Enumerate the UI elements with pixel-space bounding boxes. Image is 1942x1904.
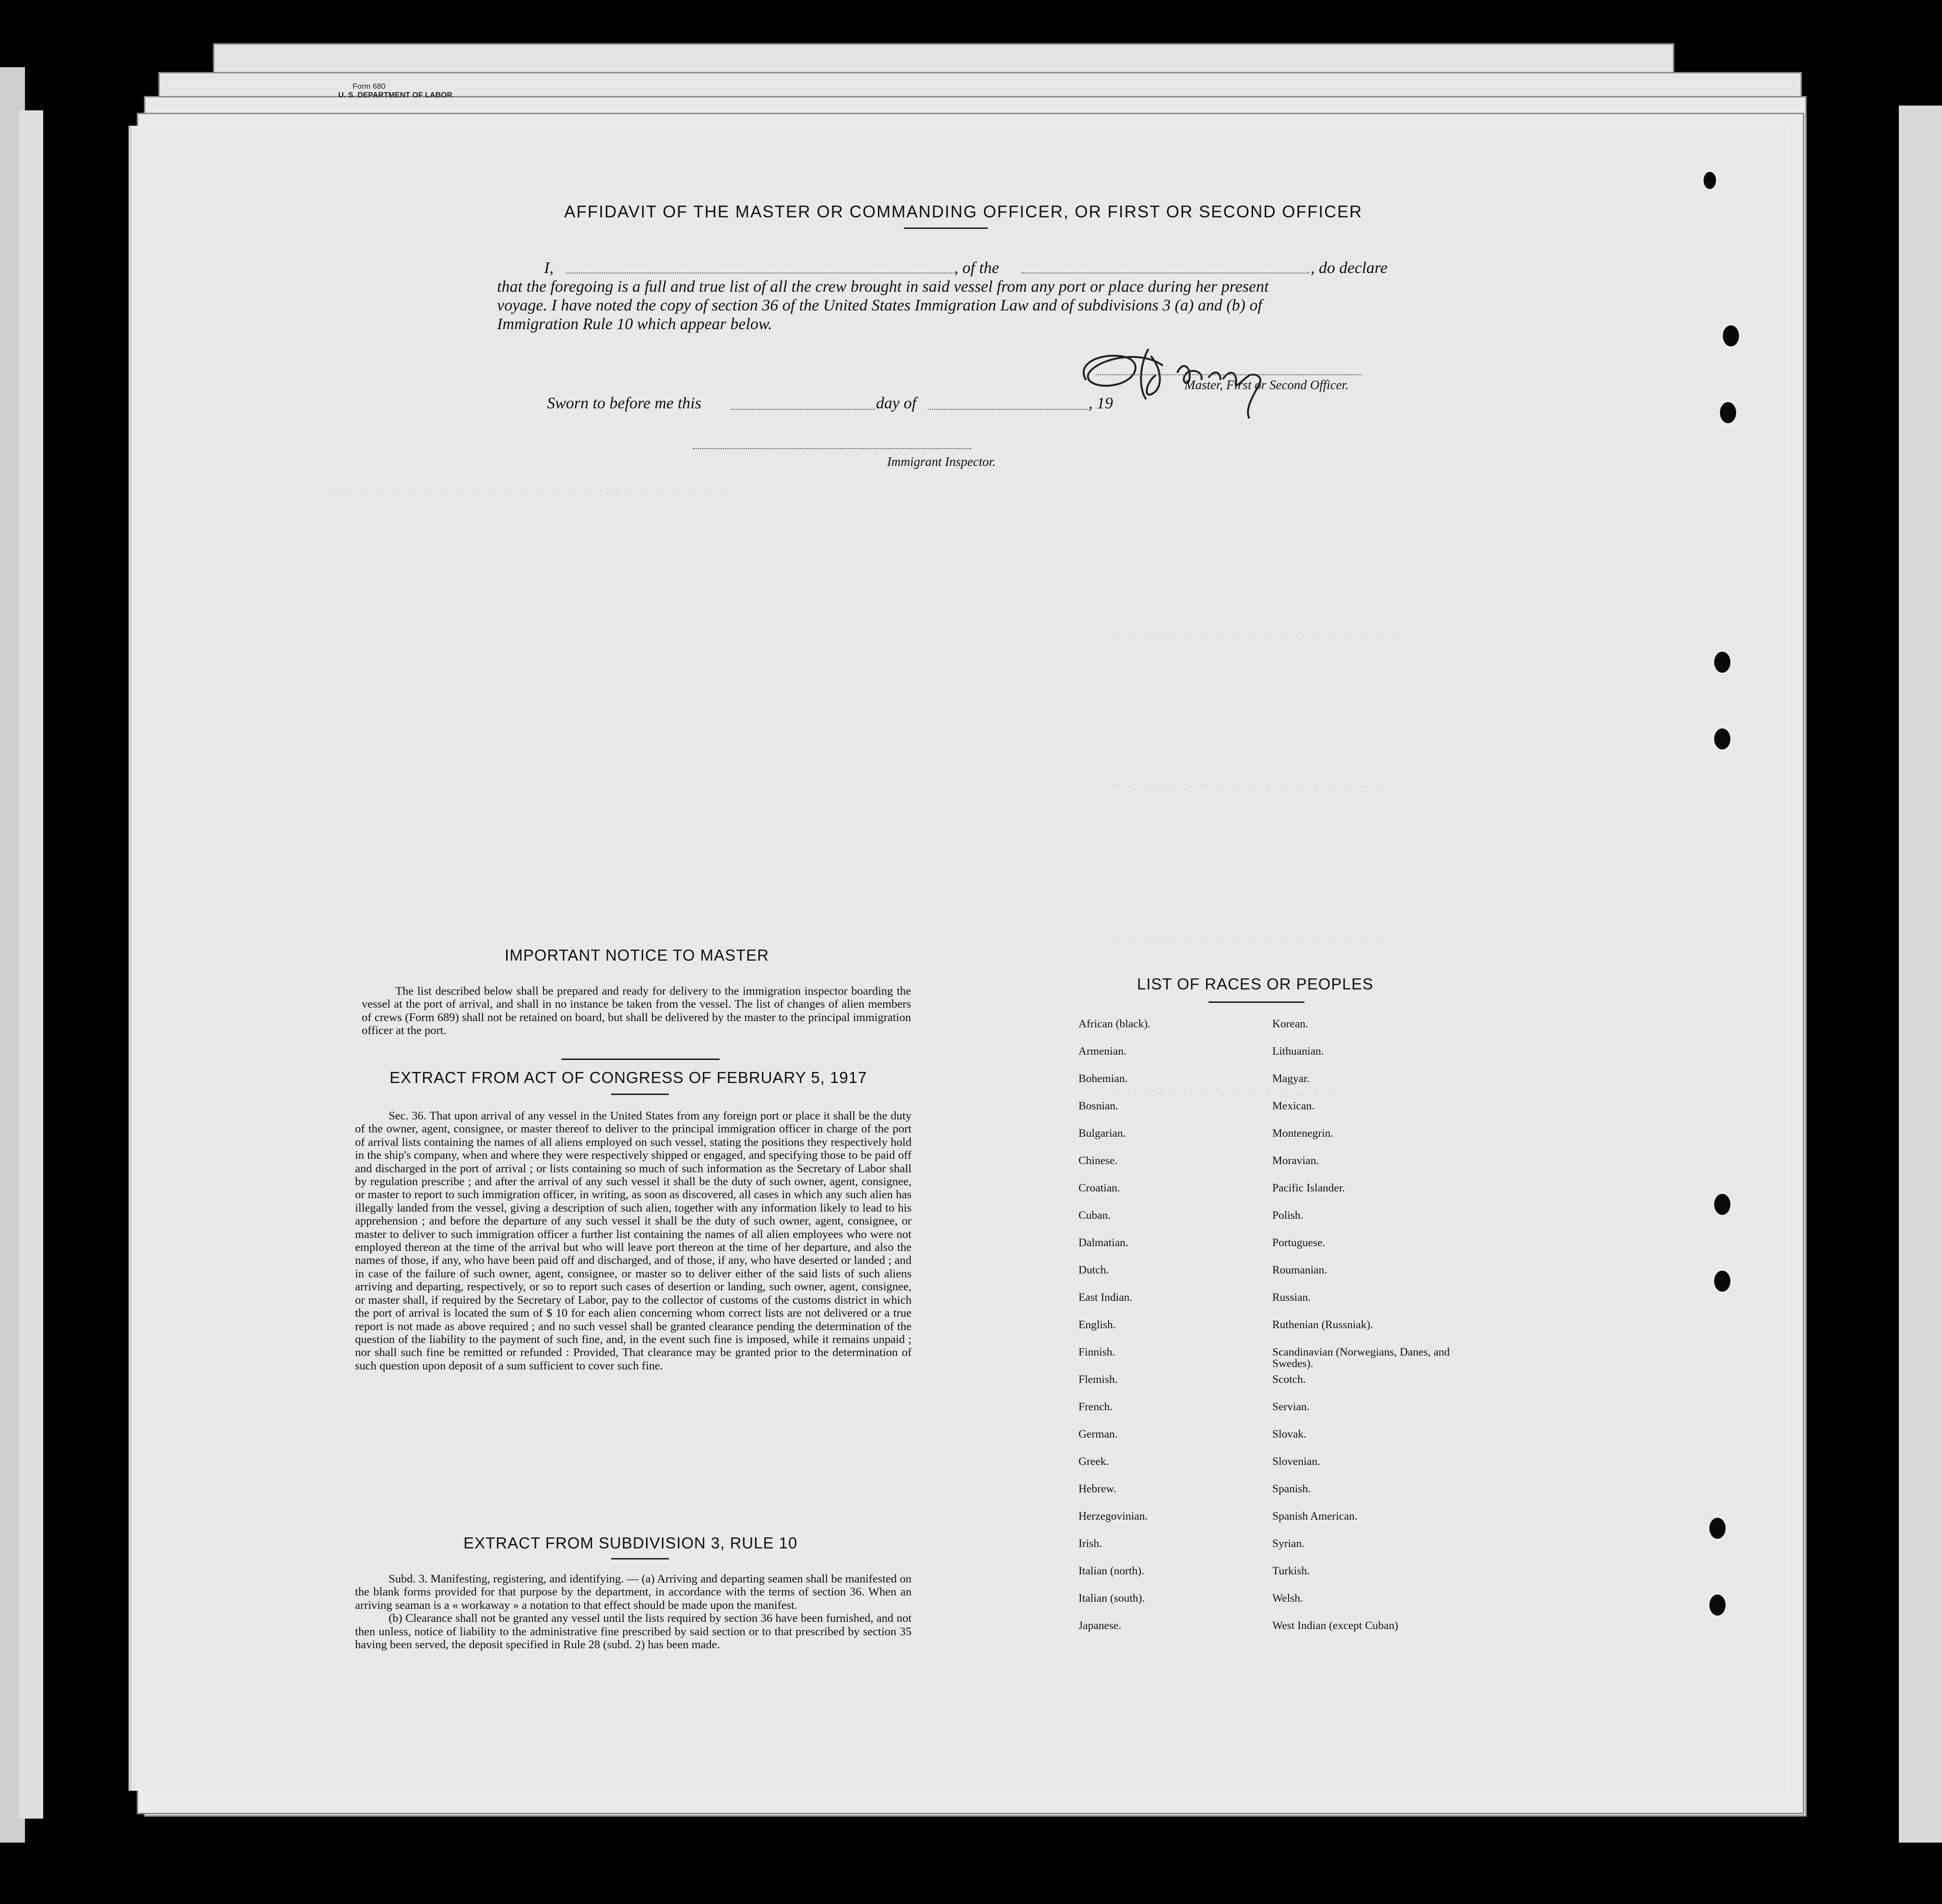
section-36-paragraph: Sec. 36. That upon arrival of any vessel in the United States from any foreign port or place it shall be the duty of the owner, agent, consignee, or master thereof to deliver to the principal immigration officer in charge of the port of arrival lists containing the names of all aliens employed on such vessel, stating the positions they respectively hold in the ship's company, when and where they were respectively shipped or engaged, and specifying those to be paid off and discharged in the port of arrival ; or lists containing so much of such information as the Secretary of Labor shall by regulation prescribe ; and after the arrival of any such vessel it shall be the duty of such owner, agent, consignee, or master to report to such immigration officer, in writing, as soon as discovered, all cases in which any such alien has illegally landed from the vessel, giving a description of such alien, together with any information likely to lead to his apprehension ; and before the departure of any such vessel it shall be the duty of such owner, agent, consignee, or master to deliver to such immigration officer a further list containing the names of all alien employees who were not employed thereon at the time of the arrival but who will leave port thereon at the time of her departure, and also the names of those, if any, who have been paid off and discharged, and of those, if any, who have deserted or landed ; and in case of the failure of such owner, agent, consignee, or master so to deliver either of the said lists of such aliens arriving and departing, respectively, or so to report such cases of desertion or landing, such owner, agent, consignee, or master shall, if required by the Secretary of Labor, pay to the collector of customs of the customs district in which the port of arrival is located the sum of $ 10 for each alien concerning whom correct lists are not delivered or a true report is not made as above required ; and no such vessel shall be granted clearance pending the determination of the question of the liability to the payment of such fine, and, in the event such fine is imposed, while it remains unpaid ; nor shall such fine be remitted or refunded : Provided, That clearance may be granted prior to the determination of such question upon deposit of a sum sufficient to cover such fine. (355, 1109, 912, 1372)
left-page-edge-inner (19, 110, 43, 1819)
race-item: Hebrew. (1078, 1483, 1116, 1495)
race-item: Italian (north). (1078, 1565, 1145, 1577)
officer-label: Master, First or Second Officer. (1184, 378, 1349, 392)
race-item: Korean. (1272, 1018, 1309, 1030)
extract-act-rule (611, 1094, 669, 1095)
punch-hole (1708, 1593, 1727, 1617)
race-item: East Indian. (1078, 1291, 1133, 1304)
race-item: Mexican. (1272, 1100, 1315, 1112)
race-item: Pacific Islander. (1272, 1182, 1345, 1194)
race-item: Lithuanian. (1272, 1045, 1324, 1058)
form-number: Form 680 (353, 83, 386, 91)
race-item: Italian (south). (1078, 1592, 1145, 1605)
year-label: , 19 (1089, 394, 1113, 412)
race-item: English. (1078, 1319, 1116, 1331)
race-item: Japanese. (1078, 1619, 1122, 1632)
day-of-label: day of (876, 394, 917, 412)
affidavit-i: I, (544, 259, 554, 277)
race-item: African (black). (1078, 1018, 1151, 1030)
affidavit-line4: Immigration Rule 10 which appear below. (497, 315, 772, 333)
punch-hole (1721, 324, 1741, 348)
race-item: Portuguese. (1272, 1237, 1326, 1249)
sworn-day-field[interactable] (731, 409, 875, 410)
inspector-signature-line (693, 448, 971, 449)
race-item: Moravian. (1272, 1154, 1319, 1167)
subdivision-b-paragraph: (b) Clearance shall not be granted any vessel until the lists required by section 36 have been furnished, and not then unless, notice of liability to the administrative fine prescribed by said section or to that prescribed by section 35 having been served, the deposit specified in Rule 28 (subd. 2) has been made. (355, 1612, 912, 1652)
race-item: Scotch. (1272, 1373, 1306, 1386)
race-item: Armenian. (1078, 1045, 1126, 1058)
punch-hole (1718, 401, 1738, 425)
race-item: West Indian (except Cuban) (1272, 1619, 1398, 1632)
notice-text (362, 985, 911, 1037)
race-item: Bohemian. (1078, 1072, 1128, 1085)
affidavit-title-rule (904, 227, 988, 229)
race-item: Servian. (1272, 1401, 1310, 1413)
race-item: Chinese. (1078, 1154, 1118, 1167)
race-item: Welsh. (1272, 1592, 1303, 1605)
punch-hole (1713, 650, 1732, 674)
right-page-edge (1899, 106, 1942, 1843)
races-column-2 (1272, 1018, 1459, 1647)
extract-rule-title: EXTRACT FROM SUBDIVISION 3, RULE 10 (463, 1534, 798, 1552)
affidavit-declare: , do declare (1311, 259, 1388, 277)
sworn-label: Sworn to before me this (547, 394, 701, 412)
races-column-1 (1078, 1018, 1251, 1647)
race-item: Ruthenian (Russniak). (1272, 1319, 1374, 1331)
race-item: Syrian. (1272, 1537, 1305, 1550)
race-item: Polish. (1272, 1209, 1303, 1222)
race-item: Irish. (1078, 1537, 1102, 1550)
race-item: Cuban. (1078, 1209, 1111, 1222)
races-rule (1208, 1001, 1304, 1003)
race-item: Greek. (1078, 1455, 1109, 1468)
affidavit-page: . . . . . . . . . . . . . . . . . . . . . . . . . . . . . . . . . . . . . . . . . . . . . . . . . . . . . . . . . . . . . . . . . . . . . . . . . . . . . . . . . . . . . . . . . . . . . . . . AFFIDAVIT OF THE MASTER OR COMMANDING OFFICER, OR FIRST OR SECOND OFFICER I, , of the , do declare that the foregoing is a full and true list of all the crew brought in said vessel from any port or place during her present voyage. I have noted the copy of section 36 of the United States Immigration Law and of subdivisions 3 (a) and (b) of Immigration Rule 10 which appear below. Master, First or Second Officer. Sworn to before me this day of , 19 Immigrant Inspector. IMPORTANT NOTICE TO MASTER The list described below shall be prepared and ready for delivery to the immigration inspector boarding the vessel at the port of arrival, and shall in no instance be taken from the vessel. The list of changes of alien members of crews (Form 689) shall not be retained on board, but shall be delivered by the master to the principal immigration officer at the port. EXTRACT FROM ACT OF CONGRESS OF FEBRUARY 5, 1917 Sec. 36. That upon arrival of any vessel in the United States from any foreign port or place it shall be the duty of the owner, agent, consignee, or master thereof to deliver to the principal immigration officer in charge of the port of arrival lists containing the names of all aliens employed on such vessel, stating the positions they respectively hold in the ship's company, when and where they were respectively shipped or engaged, and specifying those to be paid off and discharged in the port of arrival ; or lists containing so much of such information as the Secretary of Labor shall by regulation prescribe ; and after the arrival of any such vessel it shall be the duty of such owner, agent, consignee, or master to report to such immigration officer, in writing, as soon as discovered, all cases in which any such alien has illegally landed from the vessel, giving a description of such alien, together with any information likely to lead to his apprehension ; and before the departure of any such vessel it shall be the duty of such owner, agent, consignee, or master to deliver to such immigration officer a further list containing the names of all alien employees who were not employed thereon at the time of the arrival but who will leave port thereon at the time of her departure, and also the names of those, if any, who have been paid off and discharged, and of those, if any, who have deserted or landed ; and in case of the failure of such owner, agent, consignee, or master so to deliver either of the said lists of such aliens arriving and departing, respectively, or so to report such cases of desertion or landing, such owner, agent, consignee, or master shall, if required by the Secretary of Labor, pay to the collector of customs of the customs district in which the port of arrival is located the sum of $ 10 for each alien concerning whom correct lists are not delivered or a true report is not made as above required ; and no such vessel shall be granted clearance pending the determination of the question of the liability to the payment of such fine, and, in the event such fine is imposed, while it remains unpaid ; nor shall such fine be remitted or refunded : Provided, That clearance may be granted prior to the determination of such question upon deposit of a sum sufficient to cover such fine. EXTRACT FROM SUBDIVISION 3, RULE 10 Subd. 3. Manifesting, registering, and identifying. — (a) Arriving and departing seamen shall be manifested on the blank forms provided for that purpose by the department, in accordance with the terms of section 36. When an arriving seaman is a « workaway » a notation to that effect should be made upon the manifest. (b) Clearance shall not be granted any vessel until the lists required by section 36 have been furnished, and not then unless, notice of liability to the administrative fine prescribed by said section or to that prescribed by section 35 having been served, the deposit specified in Rule 28 (subd. 2) has been made. LIST OF RACES OR PEOPLES African (black). Armenian. Bohemian. Bosnian. Bulgarian. Chinese. Croatian. Cuban. Dalmatian. Dutch. East Indian. English. Finnish. Flemish. French. German. Greek. Hebrew. Herzegovinian. Irish. Italian (north). Italian (south). Japanese. Korean. Lithuanian. Magyar. Mexican. Montenegrin. Moravian. Pacific Islander. Polish. Portuguese. Roumanian. Russian. Ruthenian (Russniak). Scandinavian (Norwegians, Danes, and Swedes). Scotch. Servian. Slovak. Slovenian. Spanish. Spanish American. Syrian. Turkish. Welsh. West Indian (except Cuban) (129, 126, 1787, 1791)
race-item: Magyar. (1272, 1072, 1310, 1085)
notice-paragraph: The list described below shall be prepared and ready for delivery to the immigration inspector boarding the vessel at the port of arrival, and shall in no instance be taken from the vessel. The list of changes of alien members of crews (Form 689) shall not be retained on board, but shall be delivered by the master to the principal immigration officer at the port. (362, 985, 911, 1037)
race-item: French. (1078, 1401, 1113, 1413)
notice-rule (561, 1059, 720, 1060)
race-item: Dalmatian. (1078, 1237, 1128, 1249)
punch-hole (1708, 1516, 1727, 1540)
race-item: Croatian. (1078, 1182, 1120, 1194)
punch-hole (1702, 170, 1717, 190)
extract-act-title: EXTRACT FROM ACT OF CONGRESS OF FEBRUARY 5, 1917 (390, 1069, 867, 1086)
race-item: Russian. (1272, 1291, 1311, 1304)
affidavit-line2: that the foregoing is a full and true list of all the crew brought in said vessel from any port or place during her present (497, 278, 1269, 296)
notice-title: IMPORTANT NOTICE TO MASTER (505, 946, 770, 964)
punch-hole (1713, 727, 1732, 751)
race-item: Finnish. (1078, 1346, 1115, 1358)
extract-rule-text (355, 1572, 912, 1651)
race-item: Turkish. (1272, 1565, 1310, 1577)
race-item: Bulgarian. (1078, 1127, 1126, 1140)
sworn-month-field[interactable] (928, 409, 1089, 410)
affidavit-of-the: , of the (954, 259, 999, 277)
race-item: Slovenian. (1272, 1455, 1320, 1468)
punch-hole (1713, 1269, 1732, 1293)
race-item: Slovak. (1272, 1428, 1307, 1440)
race-item: Montenegrin. (1272, 1127, 1334, 1140)
race-item: Dutch. (1078, 1264, 1109, 1276)
extract-act-text (355, 1109, 912, 1372)
race-item: German. (1078, 1428, 1118, 1440)
officer-signature-line (1096, 374, 1362, 375)
race-item: Bosnian. (1078, 1100, 1118, 1112)
race-item: Herzegovinian. (1078, 1510, 1148, 1523)
race-item: Roumanian. (1272, 1264, 1327, 1276)
department-label: U. S. DEPARTMENT OF LABOR (338, 91, 452, 99)
races-title: LIST OF RACES OR PEOPLES (1137, 975, 1374, 993)
punch-hole (1713, 1192, 1732, 1216)
race-item: Flemish. (1078, 1373, 1118, 1386)
race-item: Spanish American. (1272, 1510, 1358, 1523)
affidavit-title: AFFIDAVIT OF THE MASTER OR COMMANDING OFFICER, OR FIRST OR SECOND OFFICER (564, 202, 1363, 221)
inspector-label: Immigrant Inspector. (887, 454, 996, 469)
race-item: Scandinavian (Norwegians, Danes, and Swedes). (1272, 1346, 1450, 1370)
subdivision-a-paragraph: Subd. 3. Manifesting, registering, and identifying. — (a) Arriving and departing seamen shall be manifested on the blank forms provided for that purpose by the department, in accordance with the terms of section 36. When an arriving seaman is a « workaway » a notation to that effect should be made upon the manifest. (355, 1572, 912, 1612)
extract-rule-rule (611, 1558, 669, 1559)
race-item: Spanish. (1272, 1483, 1311, 1495)
vessel-field[interactable] (1021, 273, 1309, 274)
affidavit-line3: voyage. I have noted the copy of section 36 of the United States Immigration Law and of subdivisions 3 (a) and (b) of (497, 297, 1262, 314)
name-field[interactable] (566, 273, 954, 274)
